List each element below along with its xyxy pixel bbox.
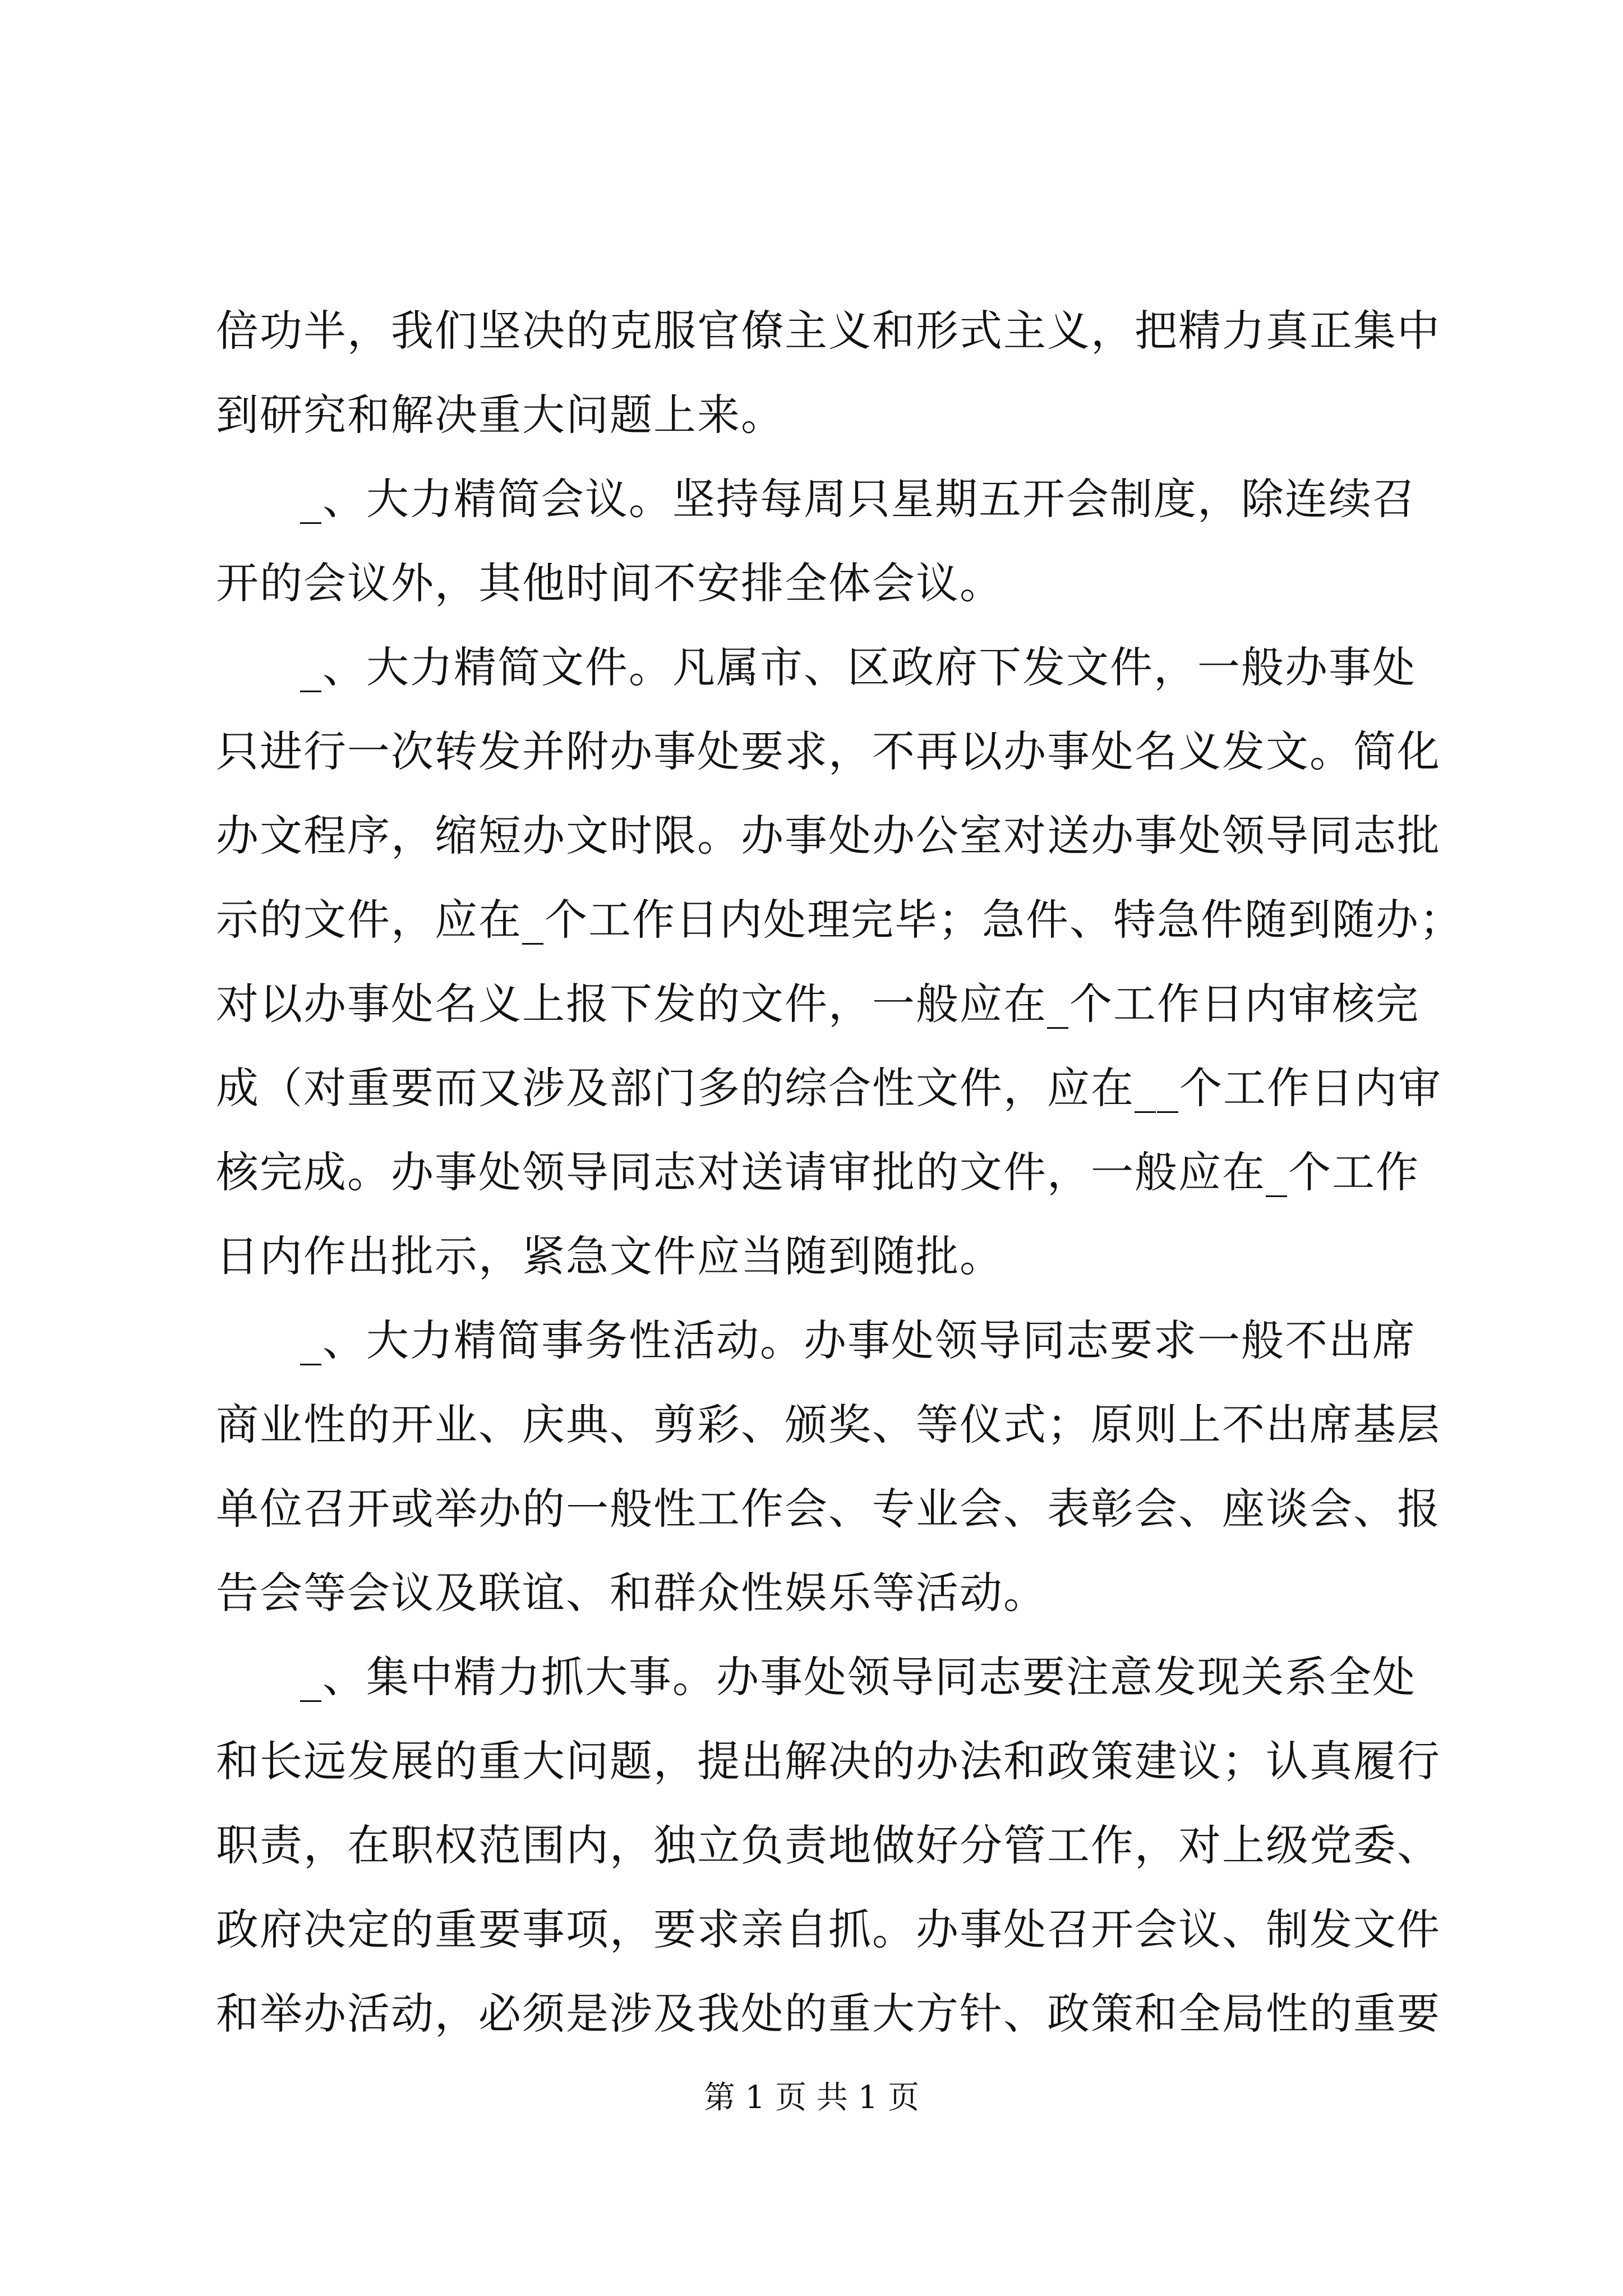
paragraph-5-line-2: 和长远发展的重大问题，提出解决的办法和政策建议；认真履行 bbox=[216, 1736, 1441, 1786]
page-number-footer: 第 1 页 共 1 页 bbox=[703, 2079, 920, 2116]
paragraph-4-line-3: 单位召开或举办的一般性工作会、专业会、表彰会、座谈会、报 bbox=[216, 1484, 1441, 1534]
paragraph-3-line-3: 办文程序，缩短办文时限。办事处办公室对送办事处领导同志批 bbox=[216, 811, 1441, 861]
paragraph-5-line-4: 政府决定的重要事项，要求亲自抓。办事处召开会议、制发文件 bbox=[216, 1904, 1441, 1954]
paragraph-3-line-7: 核完成。办事处领导同志对送请审批的文件，一般应在_个工作 bbox=[216, 1147, 1419, 1197]
paragraph-4-line-2: 商业性的开业、庆典、剪彩、颁奖、等仪式；原则上不出席基层 bbox=[216, 1400, 1441, 1450]
paragraph-3-line-8: 日内作出批示，紧急文件应当随到随批。 bbox=[216, 1231, 1003, 1281]
paragraph-5-line-5: 和举办活动，必须是涉及我处的重大方针、政策和全局性的重要 bbox=[216, 1989, 1441, 2039]
paragraph-3-line-2: 只进行一次转发并附办事处要求，不再以办事处名义发文。简化 bbox=[216, 726, 1441, 776]
paragraph-1-line-2: 到研究和解决重大问题上来。 bbox=[216, 390, 785, 440]
paragraph-2-line-2: 开的会议外，其他时间不安排全体会议。 bbox=[216, 558, 1003, 608]
paragraph-3-line-1: _、大力精简文件。凡属市、区政府下发文件，一般办事处 bbox=[300, 642, 1416, 692]
paragraph-4-line-1: _、大力精简事务性活动。办事处领导同志要求一般不出席 bbox=[300, 1315, 1416, 1365]
paragraph-3-line-4: 示的文件，应在_个工作日内处理完毕；急件、特急件随到随办； bbox=[216, 895, 1463, 945]
paragraph-2-line-1: _、大力精简会议。坚持每周只星期五开会制度，除连续召 bbox=[300, 474, 1416, 524]
paragraph-4-line-4: 告会等会议及联谊、和群众性娱乐等活动。 bbox=[216, 1568, 1047, 1618]
paragraph-5-line-3: 职责，在职权范围内，独立负责地做好分管工作，对上级党委、 bbox=[216, 1820, 1441, 1870]
paragraph-3-line-5: 对以办事处名义上报下发的文件，一般应在_个工作日内审核完 bbox=[216, 979, 1419, 1029]
paragraph-3-line-6: 成（对重要而又涉及部门多的综合性文件，应在__个工作日内审 bbox=[216, 1063, 1442, 1113]
paragraph-5-line-1: _、集中精力抓大事。办事处领导同志要注意发现关系全处 bbox=[300, 1652, 1416, 1702]
paragraph-1-line-1: 倍功半，我们坚决的克服官僚主义和形式主义，把精力真正集中 bbox=[216, 306, 1441, 356]
